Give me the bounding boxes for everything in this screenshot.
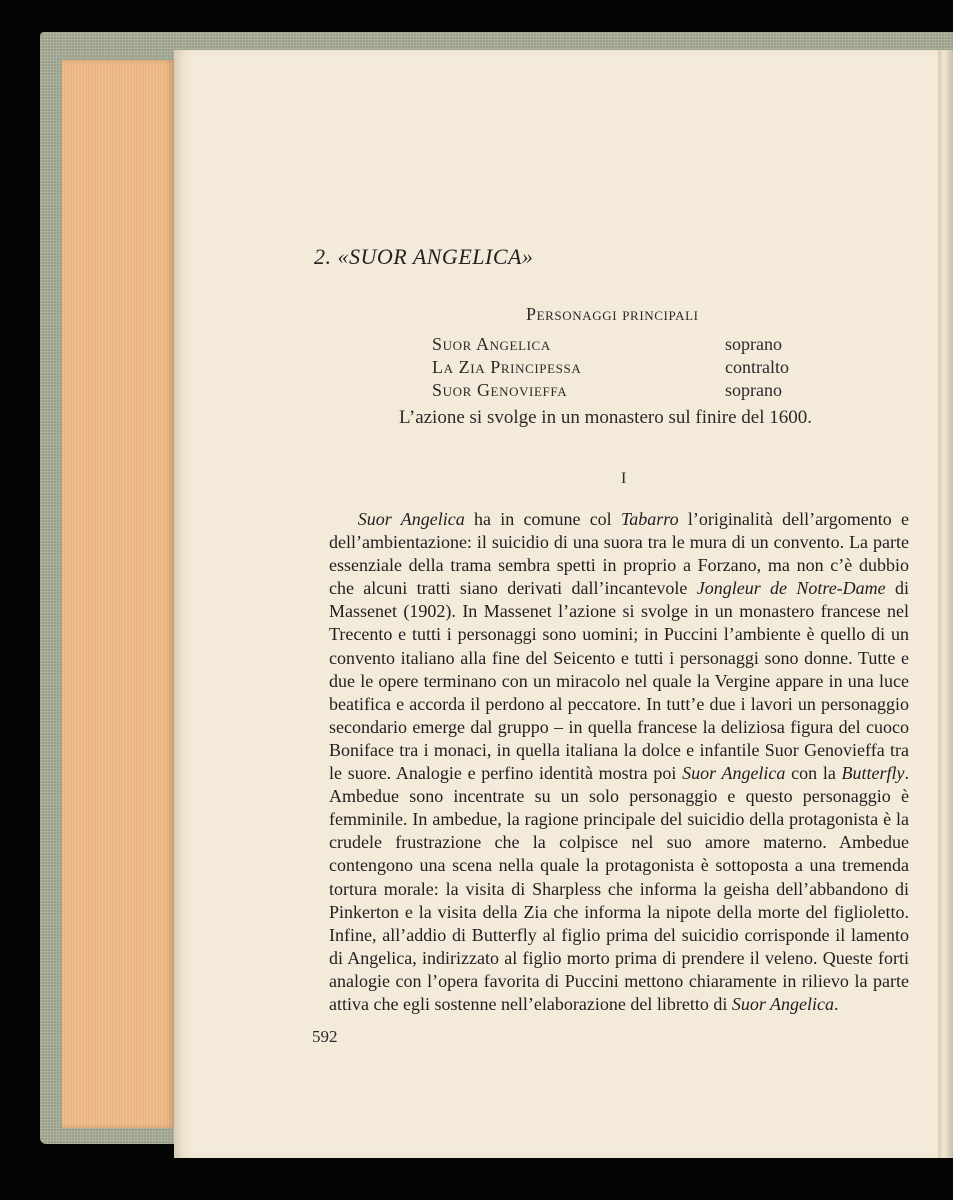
work-title: Suor Angelica bbox=[357, 509, 465, 529]
body-paragraph bbox=[329, 508, 909, 1016]
body-text-segment: con la bbox=[785, 763, 842, 784]
cast-row bbox=[432, 380, 812, 404]
page-stack-edges bbox=[62, 60, 174, 1128]
character-name: Suor Angelica bbox=[432, 334, 551, 354]
work-title: Tabarro bbox=[620, 509, 679, 529]
cast-row bbox=[432, 334, 812, 358]
cast-row bbox=[432, 357, 812, 381]
body-text-segment: ha in comune col bbox=[464, 509, 621, 529]
section-number: I bbox=[621, 470, 627, 487]
voice-type: soprano bbox=[725, 380, 782, 400]
body-text-segment: . Ambedue sono incentrate su un solo personaggio e questo personaggio è femminile. In ambedue, la ragione principale del suicidio della protagonista è la crudele frustrazione che la colpisce nel suo amore materno. Ambedue contengono una scena nella quale la protagonista è sottoposta a una tremenda tortura morale: la visita di Sharpless che informa la geisha dell’abbandono di Pinkerton e la visita della Zia che informa la nipote della morte del figlioletto. Infine, all’addio di Butterfly al figlio prima del suicidio corrisponde il lamento di Angelica, indirizzato al figlio morto prima di prendere il veleno. Queste forti analogie con l’opera favorita di Puccini mettono chiaramente in rilievo la parte attiva che egli sostenne nell’elaborazione del libretto di bbox=[329, 763, 910, 1014]
page-number: 592 bbox=[312, 1027, 338, 1046]
character-name: La Zia Principessa bbox=[432, 357, 582, 377]
work-title: Jongleur de Notre-Dame bbox=[696, 578, 886, 599]
character-name: Suor Genovieffa bbox=[432, 380, 568, 400]
setting-description: L’azione si svolge in un monastero sul finire del 1600. bbox=[399, 407, 812, 428]
work-title: Suor Angelica bbox=[731, 993, 835, 1014]
voice-type: soprano bbox=[725, 334, 782, 354]
voice-type: contralto bbox=[725, 357, 789, 377]
body-text-segment: di Massenet (1902). In Massenet l’azione si svolge in un monastero francese nel Trecento e tutti i personaggi sono uomini; in Puccini l’ambiente è quello di un convento italiano alla fine del Seicento e tutti i personaggi sono donne. Tutte e due le opere terminano con un miracolo nel quale la Vergine appare in una luce beatifica e accorda il perdono al peccatore. In tutt’e due i lavori un personaggio secondario emerge dal gruppo – in quella francese la deliziosa figura del cuoco Boniface tra i monaci, in quella italiana la dolce e infantile Suor Genovieffa tra le suore. Analogie e perfino identità mostra poi bbox=[329, 578, 909, 784]
page-curl-edge bbox=[938, 50, 953, 1158]
body-text-segment: l’originalità dell’argomento e dell’ambientazione: il suicidio di una suora tra le mura di un convento. La parte essenziale della trama sembra spetti in proprio a Forzano, ma non c’è dubbio che alcuni tratti siano derivati dall’incantevole bbox=[329, 509, 909, 599]
work-title: Butterfly bbox=[841, 763, 905, 784]
book-page bbox=[174, 50, 940, 1158]
cast-list-title: Personaggi principali bbox=[526, 304, 699, 324]
chapter-heading: 2. «SUOR ANGELICA» bbox=[314, 244, 534, 269]
work-title: Suor Angelica bbox=[682, 763, 786, 784]
body-text-segment: . bbox=[834, 993, 839, 1014]
